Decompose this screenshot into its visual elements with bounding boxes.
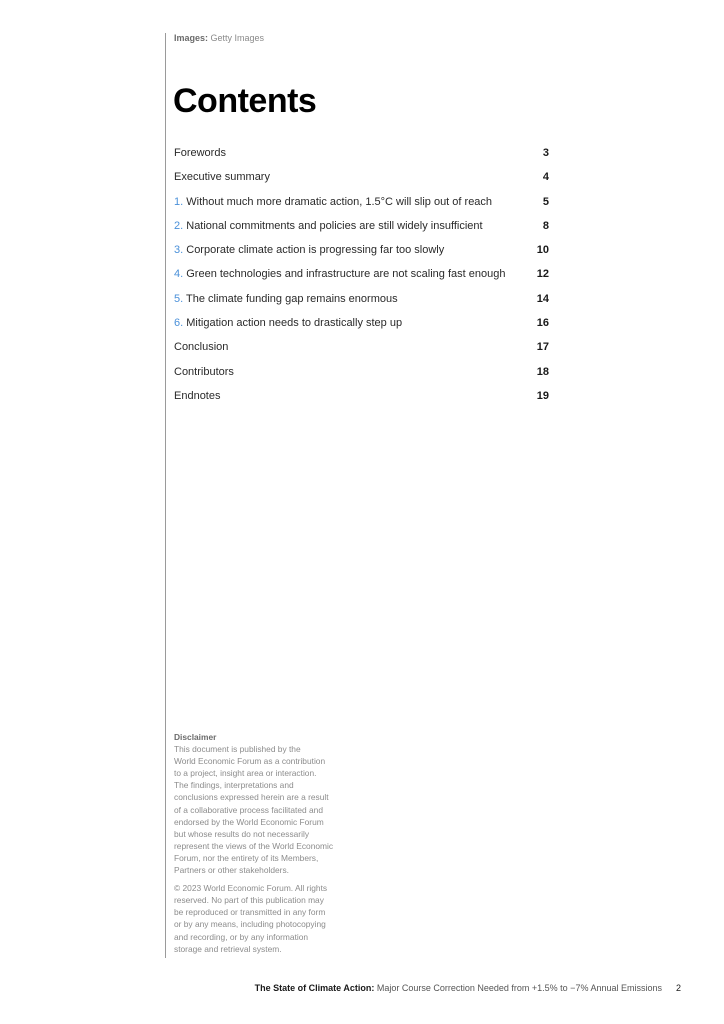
toc-entry-page: 16 bbox=[536, 317, 549, 330]
toc-entry-page: 3 bbox=[542, 147, 549, 159]
toc-entry-label: Forewords bbox=[174, 147, 226, 159]
footer-subtitle: Major Course Correction Needed from +1.5% to −7% Annual Emissions bbox=[374, 983, 662, 993]
toc-entry-number: 4. bbox=[174, 268, 184, 281]
toc-entry-number: 2. bbox=[174, 219, 184, 232]
disclaimer-line: or by any means, including photocopying bbox=[174, 919, 326, 930]
disclaimer-line: represent the views of the World Economic bbox=[174, 840, 334, 851]
toc-entry-number: 3. bbox=[174, 244, 184, 257]
disclaimer-line: but whose results do not necessarily bbox=[174, 828, 310, 839]
toc-entry[interactable] bbox=[174, 335, 549, 359]
toc-entry-label: Endnotes bbox=[174, 389, 221, 402]
toc-entry-label: Mitigation action needs to drastically step up bbox=[183, 317, 403, 330]
toc-entry-number: 1. bbox=[174, 195, 184, 208]
toc-entry-page: 19 bbox=[536, 389, 549, 402]
disclaimer-line: World Economic Forum as a contribution bbox=[174, 756, 326, 767]
toc-entry-page: 14 bbox=[536, 292, 549, 305]
margin-rule bbox=[165, 33, 166, 958]
toc-entry-page: 5 bbox=[542, 195, 549, 208]
toc-entry[interactable] bbox=[174, 165, 549, 189]
toc-entry[interactable] bbox=[174, 287, 549, 311]
toc-entry-label: Corporate climate action is progressing far too slowly bbox=[183, 244, 445, 257]
disclaimer-line: and recording, or by any information bbox=[174, 931, 309, 942]
toc-entry[interactable] bbox=[174, 190, 549, 214]
toc-entry[interactable] bbox=[174, 214, 549, 238]
disclaimer-line: This document is published by the bbox=[174, 744, 301, 755]
disclaimer-line: The findings, interpretations and bbox=[174, 780, 294, 791]
disclaimer-line: storage and retrieval system. bbox=[174, 943, 282, 954]
disclaimer-line: © 2023 World Economic Forum. All rights bbox=[174, 883, 328, 894]
toc-entry-page: 17 bbox=[536, 341, 549, 354]
disclaimer-line: conclusions expressed herein are a result bbox=[174, 792, 329, 803]
disclaimer-line: be reproduced or transmitted in any form bbox=[174, 907, 326, 918]
table-of-contents bbox=[174, 141, 549, 408]
image-credit-label: Images: bbox=[174, 33, 209, 43]
page-number: 2 bbox=[675, 983, 681, 993]
image-credit-value: Getty Images bbox=[210, 33, 265, 43]
toc-entry-label: Contributors bbox=[174, 365, 234, 378]
disclaimer-heading: Disclaimer bbox=[174, 732, 217, 742]
page-title: Contents bbox=[173, 82, 317, 120]
toc-entry-page: 8 bbox=[542, 219, 549, 232]
toc-entry[interactable] bbox=[174, 360, 549, 384]
toc-entry[interactable] bbox=[174, 384, 549, 408]
toc-entry[interactable] bbox=[174, 238, 549, 262]
disclaimer-paragraph bbox=[174, 743, 354, 876]
disclaimer-line: Forum, nor the entirety of its Members, bbox=[174, 852, 319, 863]
toc-entry-number: 5. bbox=[174, 292, 184, 305]
toc-entry-label: National commitments and policies are still widely insufficient bbox=[183, 219, 483, 232]
disclaimer-line: to a project, insight area or interaction. bbox=[174, 768, 317, 779]
page-footer bbox=[255, 983, 681, 993]
image-credit bbox=[174, 33, 264, 43]
toc-entry-page: 10 bbox=[536, 244, 549, 257]
toc-entry-label: The climate funding gap remains enormous bbox=[183, 292, 398, 305]
toc-entry-label: Without much more dramatic action, 1.5°C will slip out of reach bbox=[183, 195, 493, 208]
footer-title: The State of Climate Action: bbox=[254, 983, 375, 993]
disclaimer-line: Partners or other stakeholders. bbox=[174, 865, 289, 876]
disclaimer-line: reserved. No part of this publication may bbox=[174, 895, 324, 906]
toc-entry[interactable] bbox=[174, 262, 549, 286]
disclaimer-line: of a collaborative process facilitated and bbox=[174, 804, 323, 815]
copyright-paragraph bbox=[174, 882, 354, 955]
toc-entry-page: 12 bbox=[536, 268, 549, 281]
toc-entry-page: 18 bbox=[536, 365, 549, 378]
toc-entry-label: Executive summary bbox=[174, 171, 270, 184]
toc-entry-number: 6. bbox=[174, 317, 184, 330]
disclaimer bbox=[174, 731, 354, 955]
toc-entry[interactable] bbox=[174, 141, 549, 165]
toc-entry[interactable] bbox=[174, 311, 549, 335]
disclaimer-line: endorsed by the World Economic Forum bbox=[174, 816, 324, 827]
toc-entry-page: 4 bbox=[542, 171, 549, 184]
toc-entry-label: Conclusion bbox=[174, 341, 229, 354]
toc-entry-label: Green technologies and infrastructure are not scaling fast enough bbox=[183, 268, 506, 281]
